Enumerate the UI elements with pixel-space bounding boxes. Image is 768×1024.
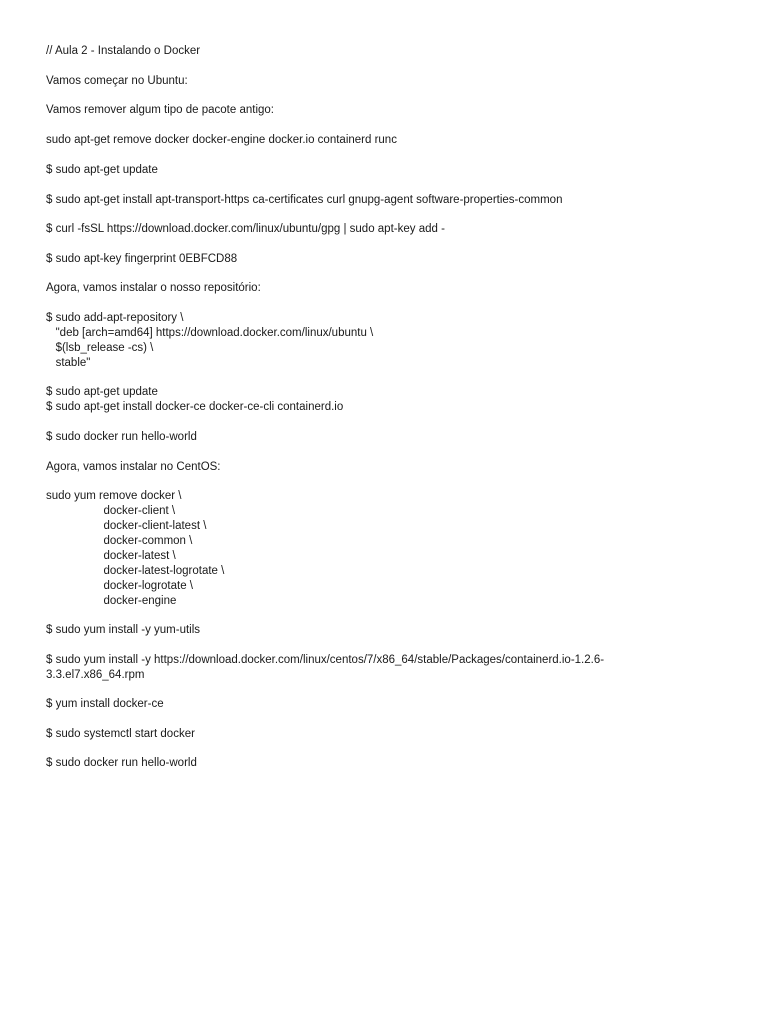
- command-line: $ sudo systemctl start docker: [46, 728, 195, 740]
- command-line: $ sudo yum install -y https://download.docker.com/linux/centos/7/x86_64/stable/Packages/containerd.io-1.2.6-: [46, 654, 605, 666]
- text-line: Vamos remover algum tipo de pacote antigo:: [46, 104, 274, 116]
- command-line: "deb [arch=amd64] https://download.docker.com/linux/ubuntu \: [46, 327, 374, 339]
- command-line: $ sudo yum install -y yum-utils: [46, 624, 201, 636]
- command-line: docker-common \: [46, 535, 193, 547]
- command-line: $ sudo docker run hello-world: [46, 757, 197, 769]
- command-line: docker-client-latest \: [46, 520, 207, 532]
- command-line: $ sudo add-apt-repository \: [46, 312, 184, 324]
- command-line: docker-logrotate \: [46, 580, 194, 592]
- command-line: docker-latest \: [46, 550, 176, 562]
- command-line: docker-latest-logrotate \: [46, 565, 225, 577]
- command-line: $ sudo apt-get update: [46, 386, 158, 398]
- command-line: stable": [46, 357, 91, 369]
- text-line: Agora, vamos instalar o nosso repositório:: [46, 282, 261, 294]
- command-line: $ curl -fsSL https://download.docker.com/linux/ubuntu/gpg | sudo apt-key add -: [46, 223, 445, 235]
- document-heading: // Aula 2 - Instalando o Docker: [46, 45, 201, 57]
- command-line: $ sudo docker run hello-world: [46, 431, 197, 443]
- text-line: Agora, vamos instalar no CentOS:: [46, 461, 221, 473]
- command-line: $ sudo apt-get install docker-ce docker-ce-cli containerd.io: [46, 401, 344, 413]
- command-line: $ sudo apt-get update: [46, 164, 158, 176]
- command-line: docker-client \: [46, 505, 176, 517]
- command-line: $ sudo apt-get install apt-transport-https ca-certificates curl gnupg-agent software-properties-common: [46, 194, 563, 206]
- command-line: 3.3.el7.x86_64.rpm: [46, 669, 145, 681]
- command-line: sudo yum remove docker \: [46, 490, 182, 502]
- command-line: sudo apt-get remove docker docker-engine docker.io containerd runc: [46, 134, 397, 146]
- text-line: Vamos começar no Ubuntu:: [46, 75, 188, 87]
- command-line: docker-engine: [46, 595, 177, 607]
- command-line: $ sudo apt-key fingerprint 0EBFCD88: [46, 253, 238, 265]
- command-line: $(lsb_release -cs) \: [46, 342, 154, 354]
- command-line: $ yum install docker-ce: [46, 698, 164, 710]
